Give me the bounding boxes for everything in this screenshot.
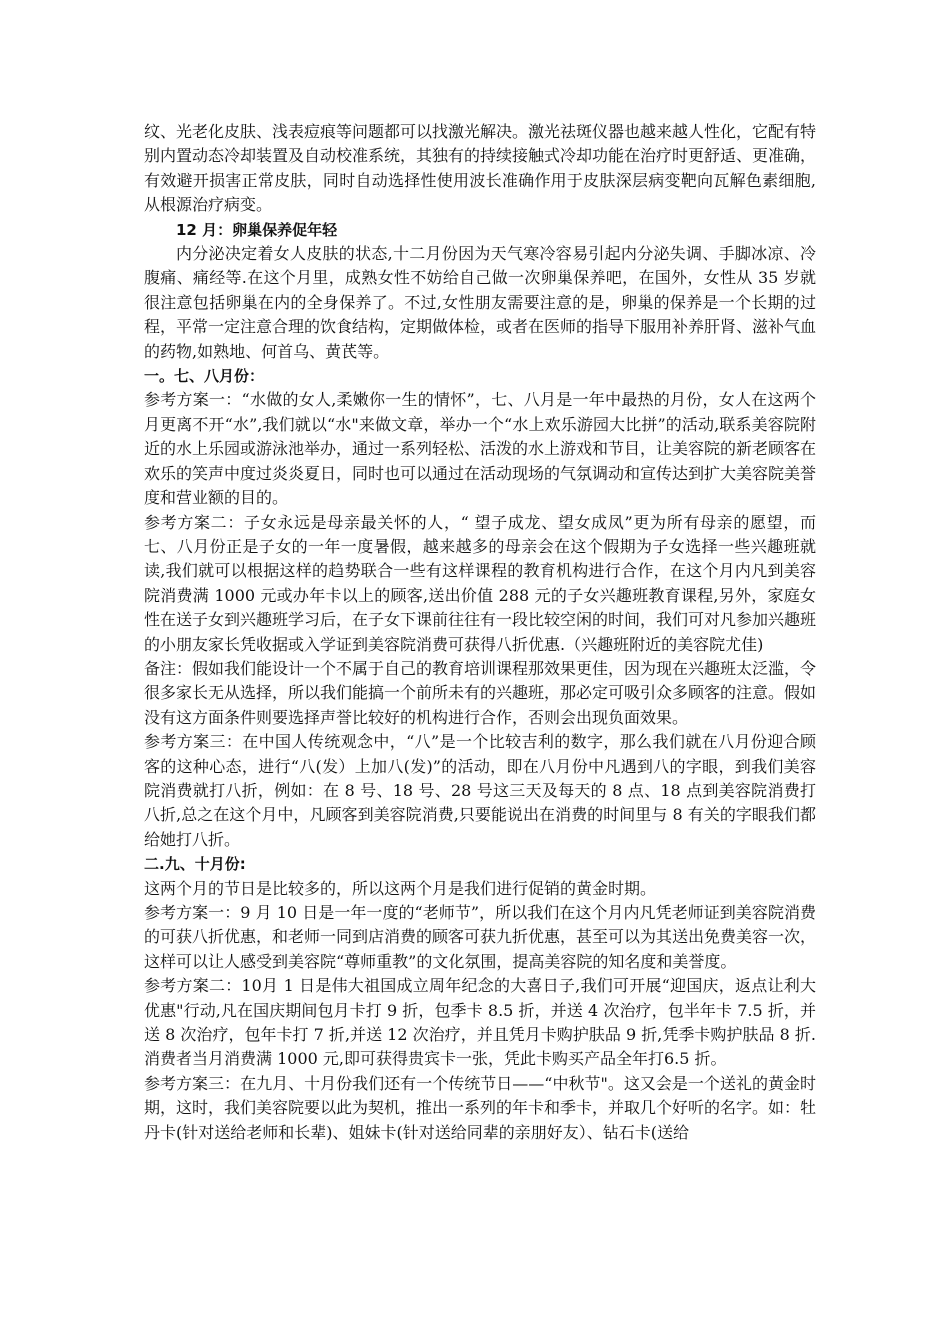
- paragraph-section1-plan2: 参考方案二：子女永远是母亲最关怀的人，“ 望子成龙、望女成凤”更为所有母亲的愿望，而七、八月份正是子女的一年一度暑假，越来越多的母亲会在这个假期为子女选择一些兴趣班就读,我们就可以根据这样的趋势联合一些有这样课程的教育机构进行合作，在这个月内凡到美容院消费满 1000 元或办年卡以上的顾客,送出价值 288 元的子女兴趣班教育课程,另外，家庭女性在送子女到兴趣班学习后，在子女下课前往往有一段比较空闲的时间，我们可对凡参加兴趣班的小朋友家长凭收据或入学证到美容院消费可获得八折优惠.（兴趣班附近的美容院尤佳): [144, 512, 817, 654]
- paragraph-laser-treatment: 纹、光老化皮肤、浅表痘痕等问题都可以找激光解决。激光祛斑仪器也越来越人性化，它配有特别内置动态冷却装置及自动校准系统，其独有的持续接触式冷却功能在治疗时更舒适、更准确，有效避开损害正常皮肤，同时自动选择性使用波长准确作用于皮肤深层病变靶向瓦解色素细胞,从根源治疗病变。: [144, 122, 817, 215]
- paragraph-section2-plan1: 参考方案一：9 月 10 日是一年一度的“老师节”，所以我们在这个月内凡凭老师证到美容院消费的可获八折优惠，和老师一同到店消费的顾客可获九折优惠，甚至可以为其送出免费美容一次，这样可以让人感受到美容院“尊师重教”的文化氛围，提高美容院的知名度和美誉度。: [144, 903, 817, 971]
- paragraph-section2-plan2: 参考方案二：10月 1 日是伟大祖国成立周年纪念的大喜日子,我们可开展“迎国庆，返点让利大优惠"行动,凡在国庆期间包月卡打 9 折，包季卡 8.5 折，并送 4 次治疗，包半年卡 7.5 折，并送 8 次治疗，包年卡打 7 折,并送 12 次治疗，并且凭月卡购护肤品 9 折,凭季卡购护肤品 8 折.消费者当月消费满 1000 元,即可获得贵宾卡一张，凭此卡购买产品全年打6.5 折。: [144, 976, 816, 1069]
- paragraph-section1-note: 备注：假如我们能设计一个不属于自己的教育培训课程那效果更佳，因为现在兴趣班太泛滥，令很多家长无从选择，所以我们能搞一个前所未有的兴趣班，那必定可吸引众多顾客的注意。假如没有这方面条件则要选择声誉比较好的机构进行合作，否则会出现负面效果。: [144, 658, 817, 727]
- paragraph-section2-plan3: 参考方案三：在九月、十月份我们还有一个传统节日——“中秋节"。这又会是一个送礼的黄金时期，这时，我们美容院要以此为契机，推出一系列的年卡和季卡，并取几个好听的名字。如：牡丹卡(针对送给老师和长辈)、姐妹卡(针对送给同辈的亲朋好友）、钻石卡(送给: [144, 1073, 817, 1142]
- section-heading-september-october: 二.九、十月份:: [144, 855, 246, 874]
- paragraph-section1-plan3: 参考方案三：在中国人传统观念中，“八”是一个比较吉利的数字，那么我们就在八月份迎合顾客的这种心态，进行“八(发）上加八(发)”的活动，即在八月份中凡遇到八的字眼，到我们美容院消费就打八折，例如：在 8 号、18 号、28 号这三天及每天的 8 点、18 点到美容院消费打八折,总之在这个月中，凡顾客到美容院消费,只要能说出在消费的时间里与 8 有关的字眼我们都给她打八折。: [144, 732, 816, 849]
- heading-december: 12 月：卵巢保养促年轻: [176, 220, 338, 239]
- paragraph-december-body: 内分泌决定着女人皮肤的状态,十二月份因为天气寒冷容易引起内分泌失调、手脚冰凉、冷腹痛、痛经等.在这个月里，成熟女性不妨给自己做一次卵巢保养吧，在国外，女性从 35 岁就很注意包括卵巢在内的全身保养了。不过,女性朋友需要注意的是，卵巢的保养是一个长期的过程，平常一定注意合理的饮食结构，定期做体检，或者在医师的指导下服用补养肝肾、滋补气血的药物,如熟地、何首乌、黄芪等。: [144, 244, 817, 361]
- paragraph-section1-plan1: 参考方案一：“水做的女人,柔嫩你一生的情怀”，七、八月是一年中最热的月份，女人在这两个月更离不开“水”,我们就以“水"来做文章，举办一个“水上欢乐游园大比拼”的活动,联系美容院附近的水上乐园或游泳池举办，通过一系列轻松、活泼的水上游戏和节目，让美容院的新老顾客在欢乐的笑声中度过炎炎夏日，同时也可以通过在活动现场的气氛调动和宣传达到扩大美容院美誉度和营业额的目的。: [144, 390, 817, 508]
- section-heading-july-august: 一。七、八月份：: [144, 367, 265, 386]
- document-page: [144, 120, 816, 1145]
- paragraph-section2-intro: 这两个月的节日是比较多的，所以这两个月是我们进行促销的黄金时期。: [144, 878, 657, 898]
